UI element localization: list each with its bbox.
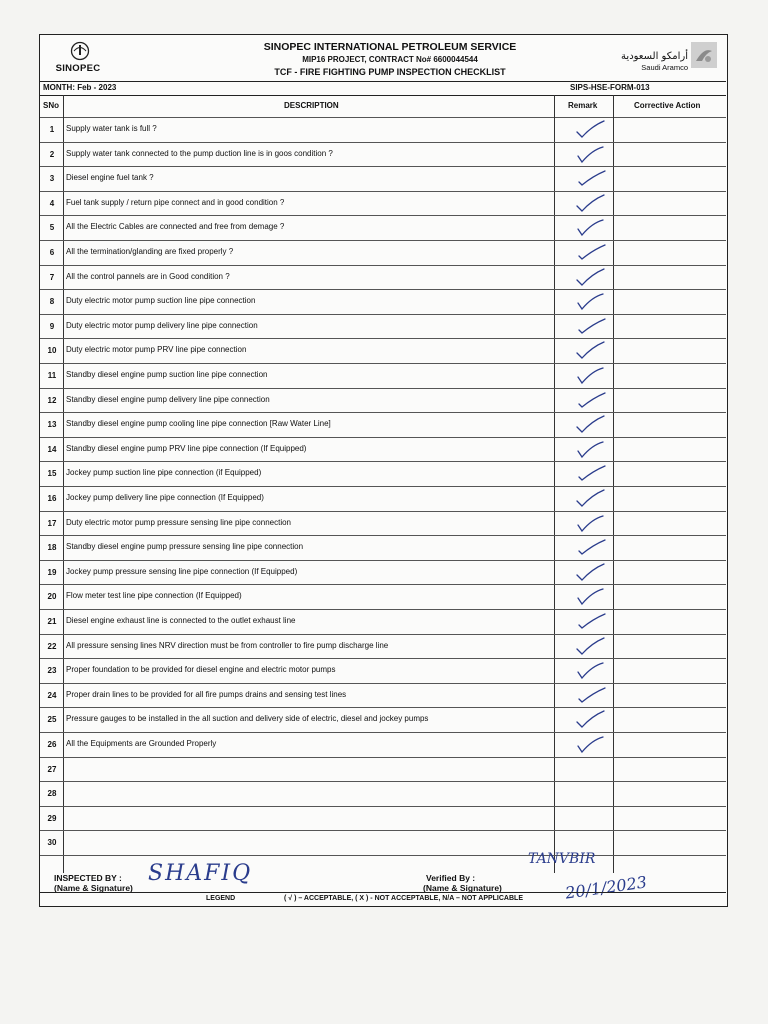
row-divider — [40, 191, 726, 192]
inspector-signature: SHAFIQ — [148, 861, 253, 886]
verifier-signature: TANVBIR — [528, 851, 596, 867]
row-divider — [40, 240, 726, 241]
checkmark-icon — [570, 708, 610, 730]
checkmark-icon — [570, 364, 610, 386]
column-header-sno: SNo — [43, 101, 59, 110]
row-number: 10 — [47, 346, 57, 356]
row-divider — [40, 388, 726, 389]
checkmark-icon — [570, 143, 610, 165]
column-header-corrective-action: Corrective Action — [634, 101, 701, 110]
checkmark-icon — [570, 684, 610, 706]
verified-date: 20/1/2023 — [564, 872, 648, 903]
row-divider — [40, 658, 726, 659]
row-number: 2 — [49, 149, 55, 159]
row-number: 4 — [49, 198, 55, 208]
row-description: All pressure sensing lines NRV direction must be from controller to fire pump discharge line — [66, 640, 389, 650]
row-divider — [40, 363, 726, 364]
row-divider — [40, 314, 726, 315]
verified-by-sub: (Name & Signature) — [423, 883, 502, 893]
row-divider — [40, 781, 726, 782]
row-number: 5 — [49, 223, 55, 233]
row-description: Duty electric motor pump pressure sensing line pipe connection — [66, 517, 292, 527]
row-number: 27 — [47, 764, 57, 774]
row-description: Proper foundation to be provided for diesel engine and electric motor pumps — [66, 665, 336, 675]
row-number: 23 — [47, 666, 57, 676]
saudi-aramco-logo — [592, 39, 720, 79]
row-description: Standby diesel engine pump cooling line pipe connection [Raw Water Line] — [66, 419, 331, 429]
row-divider — [40, 707, 726, 708]
row-divider — [40, 486, 726, 487]
row-number: 19 — [47, 567, 57, 577]
row-number: 20 — [47, 592, 57, 602]
row-description: All the control pannels are in Good condition ? — [66, 271, 230, 281]
checkmark-icon — [570, 536, 610, 558]
row-divider — [40, 142, 726, 143]
checkmark-icon — [570, 659, 610, 681]
checkmark-icon — [570, 733, 610, 755]
checkmark-icon — [570, 635, 610, 657]
header-divider — [40, 117, 726, 118]
month-label: MONTH: Feb - 2023 — [43, 83, 117, 92]
row-number: 22 — [47, 641, 57, 651]
row-description: Fuel tank supply / return pipe connect and in good condition ? — [66, 197, 285, 207]
row-divider — [40, 806, 726, 807]
row-number: 1 — [49, 125, 55, 134]
checkmark-icon — [570, 512, 610, 534]
legend-row — [40, 892, 726, 907]
row-number: 11 — [47, 371, 57, 380]
row-divider — [40, 683, 726, 684]
row-description: Standby diesel engine pump suction line pipe connection — [66, 370, 268, 379]
row-divider — [40, 412, 726, 413]
inspected-by-sub: (Name & Signature) — [54, 883, 133, 893]
row-number: 28 — [47, 789, 57, 799]
aramco-english-name: Saudi Aramco — [641, 63, 688, 72]
legend-label: LEGEND — [206, 895, 236, 902]
row-description: Jockey pump suction line pipe connection (if Equipped) — [66, 468, 262, 478]
checkmark-icon — [570, 413, 610, 435]
row-number: 24 — [47, 690, 57, 700]
checkmark-icon — [570, 389, 610, 411]
checkmark-icon — [570, 585, 610, 607]
row-divider — [40, 634, 726, 635]
form-title: TCF - FIRE FIGHTING PUMP INSPECTION CHECKLIST — [274, 67, 506, 77]
checkmark-icon — [570, 462, 610, 484]
checkmark-icon — [570, 487, 610, 509]
row-number: 17 — [47, 518, 57, 528]
row-description: Duty electric motor pump delivery line pipe connection — [66, 320, 258, 330]
row-divider — [40, 289, 726, 290]
checkmark-icon — [570, 290, 610, 312]
row-description: Diesel engine exhaust line is connected to the outlet exhaust line — [66, 616, 296, 625]
checkmark-icon — [570, 315, 610, 337]
column-header-remark: Remark — [568, 101, 598, 110]
row-description: Jockey pump delivery line pipe connection (If Equipped) — [66, 493, 264, 502]
row-divider — [40, 535, 726, 536]
row-description: Pressure gauges to be installed in the all suction and delivery side of electric, diesel and jockey pumps — [66, 714, 429, 724]
checkmark-icon — [570, 167, 610, 189]
row-number: 14 — [47, 444, 57, 454]
row-description: Standby diesel engine pump pressure sensing line pipe connection — [66, 542, 304, 552]
checkmark-icon — [570, 438, 610, 460]
row-divider — [40, 830, 726, 831]
row-divider — [40, 437, 726, 438]
row-number: 30 — [47, 838, 57, 848]
row-divider — [40, 757, 726, 758]
inspected-by-label: INSPECTED BY : — [54, 873, 122, 883]
row-description: All the Equipments are Grounded Properly — [66, 739, 217, 748]
row-divider — [40, 461, 726, 462]
row-description: Flow meter test line pipe connection (If Equipped) — [66, 591, 242, 601]
row-number: 6 — [49, 248, 55, 257]
project-contract: MIP16 PROJECT, CONTRACT No# 6600044544 — [302, 55, 478, 64]
row-number: 26 — [47, 740, 57, 749]
checkmark-icon — [570, 118, 610, 140]
row-description: Duty electric motor pump suction line pipe connection — [66, 296, 256, 306]
row-divider — [40, 584, 726, 585]
row-divider — [40, 609, 726, 610]
row-description: Standby diesel engine pump PRV line pipe connection (If Equipped) — [66, 443, 307, 453]
row-description: All the termination/glanding are fixed properly ? — [66, 247, 234, 256]
row-description: Jockey pump pressure sensing line pipe connection (If Equipped) — [66, 566, 298, 576]
row-number: 18 — [47, 543, 57, 553]
row-number: 8 — [49, 297, 55, 307]
aramco-emblem-icon — [690, 41, 718, 69]
checkmark-icon — [570, 266, 610, 288]
checkmark-icon — [570, 610, 610, 632]
row-divider — [40, 855, 726, 856]
row-description: Standby diesel engine pump delivery line pipe connection — [66, 394, 270, 404]
row-number: 9 — [49, 321, 55, 331]
sinopec-wordmark: SINOPEC — [55, 63, 101, 74]
row-number: 21 — [47, 617, 57, 626]
inspection-form — [39, 34, 728, 907]
row-number: 16 — [47, 494, 57, 503]
column-header-description: DESCRIPTION — [284, 101, 339, 110]
verified-by-label: Verified By : — [426, 873, 476, 883]
sinopec-logo — [48, 39, 108, 79]
row-description: All the Electric Cables are connected and free from demage ? — [66, 222, 285, 232]
row-number: 3 — [49, 174, 55, 184]
form-header — [40, 35, 726, 82]
row-number: 15 — [47, 469, 57, 479]
row-description: Supply water tank is full ? — [66, 124, 157, 133]
checkmark-icon — [570, 192, 610, 214]
sinopec-emblem-icon — [68, 41, 92, 61]
row-number: 7 — [49, 272, 55, 282]
checkmark-icon — [570, 339, 610, 361]
row-number: 12 — [47, 395, 57, 405]
row-divider — [40, 215, 726, 216]
checkmark-icon — [570, 241, 610, 263]
row-divider — [40, 732, 726, 733]
row-divider — [40, 166, 726, 167]
checkmark-icon — [570, 561, 610, 583]
aramco-arabic-name: أرامكو السعودية — [621, 51, 688, 62]
row-divider — [40, 560, 726, 561]
row-number: 13 — [47, 420, 57, 430]
row-divider — [40, 265, 726, 266]
row-number: 25 — [47, 715, 57, 725]
company-title: SINOPEC INTERNATIONAL PETROLEUM SERVICE — [263, 41, 517, 53]
row-description: Diesel engine fuel tank ? — [66, 173, 154, 183]
row-description: Supply water tank connected to the pump duction line is in goos condition ? — [66, 148, 333, 158]
row-divider — [40, 338, 726, 339]
row-description: Proper drain lines to be provided for all fire pumps drains and sensing test lines — [66, 689, 347, 699]
row-number: 29 — [47, 813, 57, 823]
row-description: Duty electric motor pump PRV line pipe connection — [66, 345, 247, 355]
legend-text: ( √ ) – ACCEPTABLE, ( X ) - NOT ACCEPTABLE, N/A – NOT APPLICABLE — [284, 895, 523, 902]
checkmark-icon — [570, 216, 610, 238]
form-number: SIPS-HSE-FORM-013 — [570, 83, 650, 92]
row-divider — [40, 511, 726, 512]
month-row — [40, 81, 726, 96]
